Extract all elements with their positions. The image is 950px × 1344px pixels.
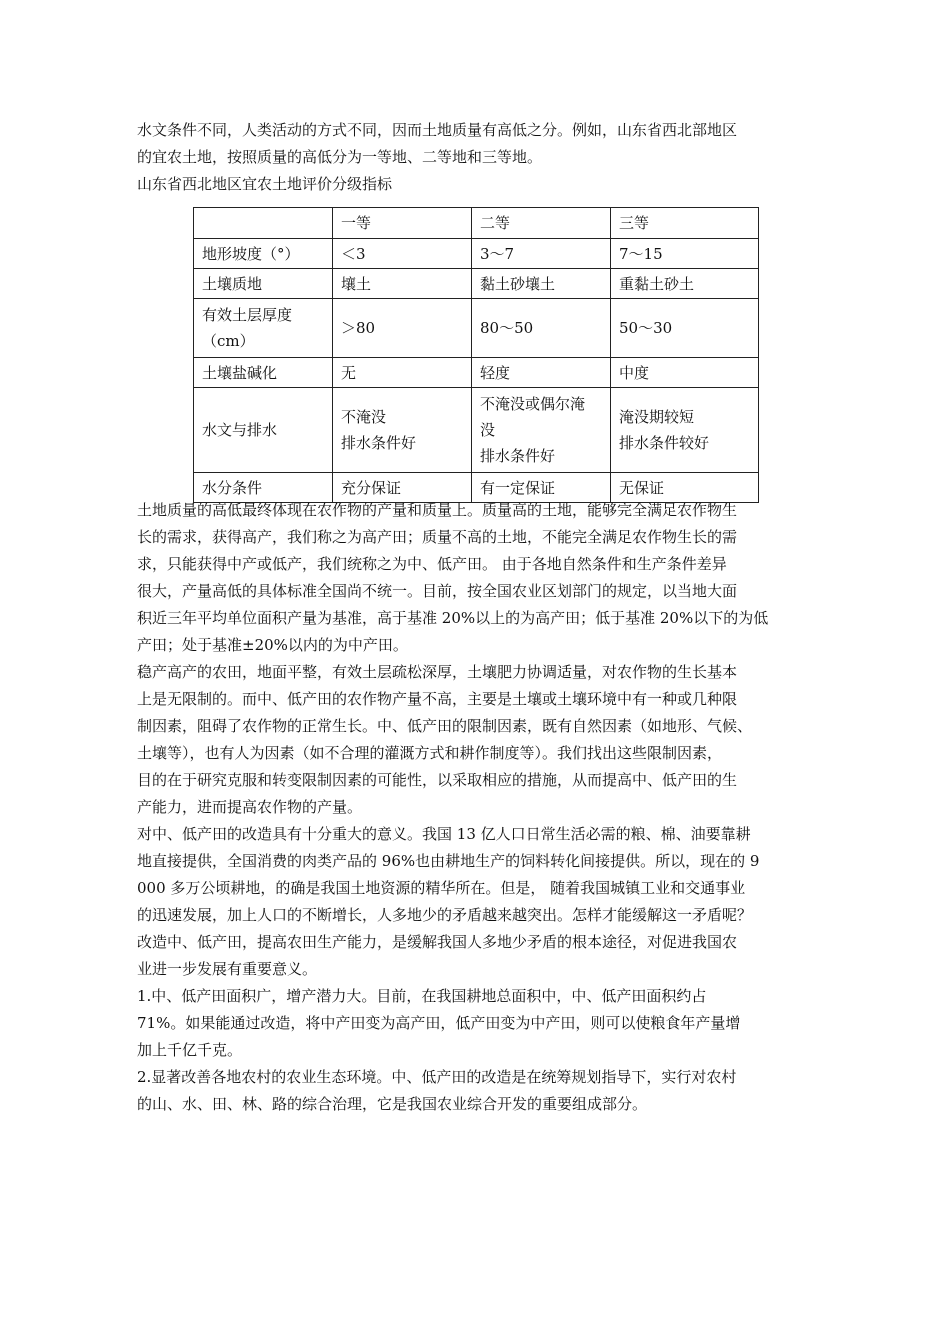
text-line: 求，只能获得中产或低产，我们统称之为中、低产田。 由于各地自然条件和生产条件差异 (137, 555, 727, 573)
table-cell: 3～7 (472, 239, 611, 269)
text-line: 稳产高产的农田，地面平整，有效土层疏松深厚，土壤肥力协调适量，对农作物的生长基本 (137, 663, 738, 681)
paragraph (137, 497, 815, 659)
row-label: 土壤质地 (194, 269, 333, 299)
cell-line: 排水条件好 (341, 434, 417, 452)
paragraph (137, 1064, 815, 1118)
row-label: 土壤盐碱化 (194, 358, 333, 388)
table-cell: 中度 (611, 358, 759, 388)
table-row (194, 299, 759, 358)
table-row (194, 239, 759, 269)
text-line: 的山、水、田、林、路的综合治理，它是我国农业综合开发的重要组成部分。 (137, 1095, 648, 1113)
text-line: 2.显著改善各地农村的农业生态环境。中、低产田的改造是在统筹规划指导下，实行对农村 (137, 1068, 737, 1086)
table-row (194, 269, 759, 299)
table-cell: 轻度 (472, 358, 611, 388)
paragraph (137, 659, 815, 821)
row-label: 水文与排水 (194, 388, 333, 473)
text-line: 71%。如果能通过改造，将中产田变为高产田，低产田变为中产田，则可以使粮食年产量增 (137, 1014, 741, 1032)
paragraph (137, 821, 815, 983)
text-line: 地直接提供，全国消费的肉类产品的 96%也由耕地生产的饲料转化间接提供。所以，现在的 9 (137, 852, 760, 870)
table-cell (611, 388, 759, 473)
cell-line: 不淹没 (341, 408, 387, 426)
table-caption: 山东省西北地区宜农土地评价分级指标 (137, 175, 393, 193)
text-line: 1.中、低产田面积广，增产潜力大。目前，在我国耕地总面积中，中、低产田面积约占 (137, 987, 707, 1005)
document-page (137, 117, 815, 198)
table-header-row (194, 208, 759, 239)
text-line: 土地质量的高低最终体现在农作物的产量和质量上。质量高的土地，能够完全满足农作物生 (137, 501, 738, 519)
row-label-line: 有效土层厚度 (202, 306, 293, 324)
cell-line: 淹没期较短 (619, 408, 695, 426)
text-line: 制因素，阻碍了农作物的正常生长。中、低产田的限制因素，既有自然因素（如地形、气候、 (137, 717, 753, 735)
table-cell: ＞80 (333, 299, 472, 358)
text-line: 产田；处于基准±20%以内的为中产田。 (137, 636, 408, 654)
text-line: 长的需求，获得高产，我们称之为高产田；质量不高的土地，不能完全满足农作物生长的需 (137, 528, 738, 546)
table-header-cell: 一等 (333, 208, 472, 239)
intro-line: 的宜农土地，按照质量的高低分为一等地、二等地和三等地。 (137, 148, 543, 166)
row-label-line: （cm） (202, 332, 255, 350)
table-cell: 80～50 (472, 299, 611, 358)
table-cell (472, 388, 611, 473)
text-line: 加上千亿千克。 (137, 1041, 243, 1059)
cell-line: 排水条件较好 (619, 434, 710, 452)
text-line: 很大，产量高低的具体标准全国尚不统一。目前，按全国农业区划部门的规定，以当地大面 (137, 582, 738, 600)
text-line: 土壤等），也有人为因素（如不合理的灌溉方式和耕作制度等）。我们找出这些限制因素， (137, 744, 723, 762)
table-header-cell: 三等 (611, 208, 759, 239)
cell-line: 没 (480, 421, 496, 439)
table-cell (333, 388, 472, 473)
table-cell: 壤土 (333, 269, 472, 299)
text-line: 上是无限制的。而中、低产田的农作物产量不高，主要是土壤或土壤环境中有一种或几种限 (137, 690, 738, 708)
row-label: 水分条件 (194, 473, 333, 503)
paragraph (137, 983, 815, 1064)
table-row (194, 388, 759, 473)
table-cell: 充分保证 (333, 473, 472, 503)
table-cell: 7～15 (611, 239, 759, 269)
text-line: 改造中、低产田，提高农田生产能力，是缓解我国人多地少矛盾的根本途径，对促进我国农 (137, 933, 738, 951)
cell-line: 排水条件好 (480, 447, 556, 465)
table-cell: 有一定保证 (472, 473, 611, 503)
text-line: 000 多万公顷耕地，的确是我国土地资源的精华所在。但是， 随着我国城镇工业和交通事业 (137, 879, 746, 897)
intro-line: 水文条件不同，人类活动的方式不同，因而土地质量有高低之分。例如，山东省西北部地区 (137, 121, 738, 139)
text-line: 的迅速发展，加上人口的不断增长，人多地少的矛盾越来越突出。怎样才能缓解这一矛盾呢？ (137, 906, 753, 924)
text-line: 对中、低产田的改造具有十分重大的意义。我国 13 亿人口日常生活必需的粮、棉、油要靠耕 (137, 825, 751, 843)
table-cell: 无 (333, 358, 472, 388)
table-cell: 黏土砂壤土 (472, 269, 611, 299)
text-line: 积近三年平均单位面积产量为基准，高于基准 20%以上的为高产田；低于基准 20%以下的为低 (137, 609, 769, 627)
table-header-cell (194, 208, 333, 239)
table-row (194, 358, 759, 388)
table-cell: 无保证 (611, 473, 759, 503)
cell-line: 不淹没或偶尔淹 (480, 395, 586, 413)
grading-table (193, 207, 759, 503)
table-cell: 重黏土砂土 (611, 269, 759, 299)
text-line: 产能力，进而提高农作物的产量。 (137, 798, 363, 816)
table-cell: 50～30 (611, 299, 759, 358)
table-header-cell: 二等 (472, 208, 611, 239)
row-label (194, 299, 333, 358)
body-text (137, 497, 815, 1118)
row-label: 地形坡度（°） (194, 239, 333, 269)
text-line: 业进一步发展有重要意义。 (137, 960, 318, 978)
text-line: 目的在于研究克服和转变限制因素的可能性，以采取相应的措施，从而提高中、低产田的生 (137, 771, 738, 789)
table-cell: ＜3 (333, 239, 472, 269)
